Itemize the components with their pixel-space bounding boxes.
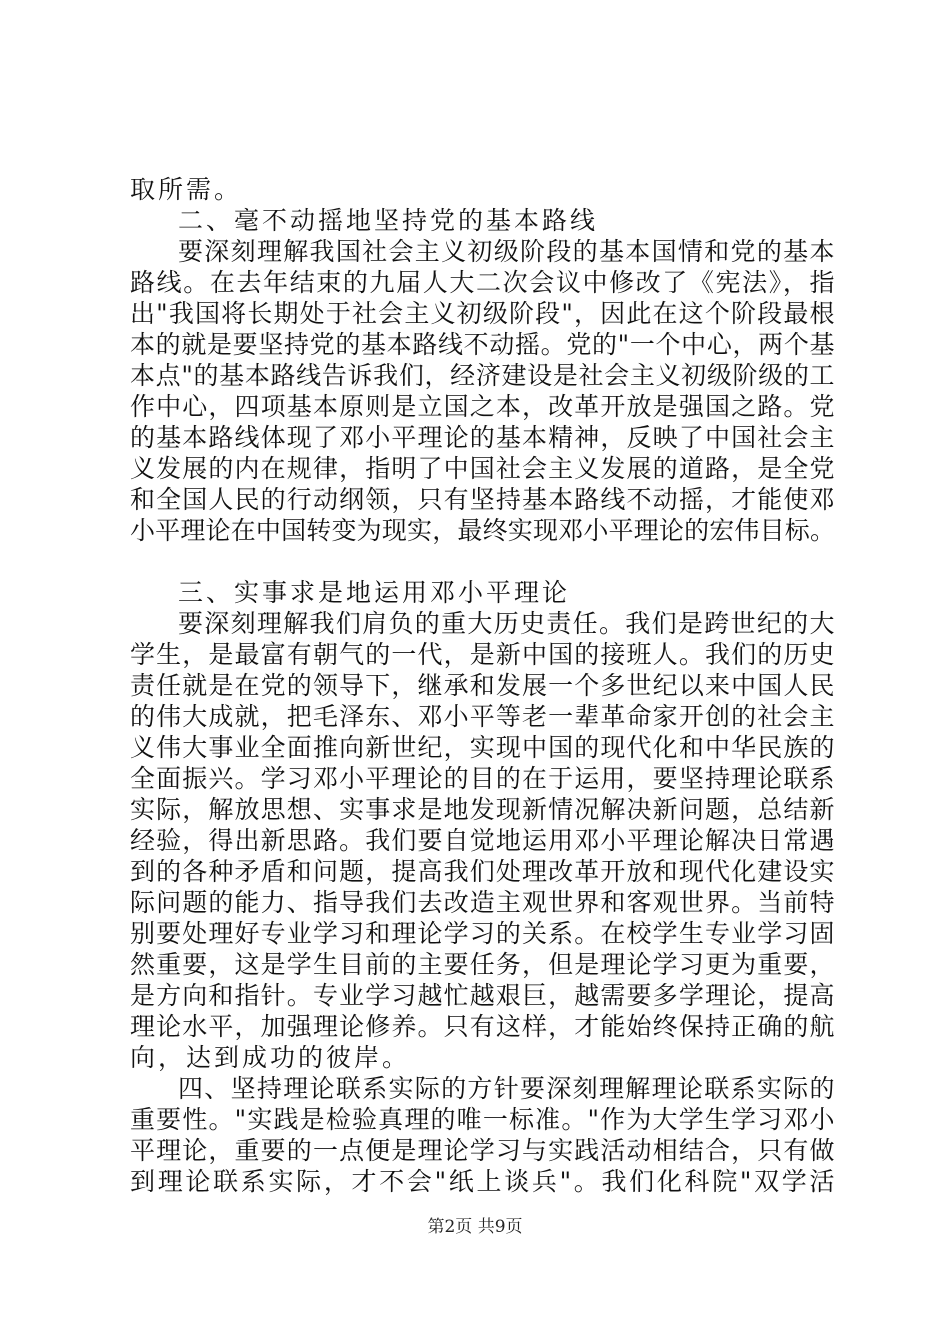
paragraph-line: 本的就是要坚持党的基本路线不动摇。党的"一个中心，两个基 — [130, 330, 835, 359]
paragraph-line: 到的各种矛盾和问题，提高我们处理改革开放和现代化建设实 — [130, 857, 835, 886]
paragraph-line: 的伟大成就，把毛泽东、邓小平等老一辈革命家开创的社会主 — [130, 702, 835, 731]
paragraph-line: 是方向和指针。专业学习越忙越艰巨，越需要多学理论，提高 — [130, 981, 835, 1010]
page-number-footer: 第2页 共9页 — [427, 1217, 523, 1237]
paragraph-line: 义伟大事业全面推向新世纪，实现中国的现代化和中华民族的 — [130, 733, 835, 762]
paragraph-line: 和全国人民的行动纲领，只有坚持基本路线不动摇，才能使邓 — [130, 485, 835, 514]
paragraph-line: 路线。在去年结束的九届人大二次会议中修改了《宪法》，指 — [130, 268, 835, 297]
paragraph-line: 取所需。 — [130, 175, 243, 204]
paragraph-line: 本点"的基本路线告诉我们，经济建设是社会主义初级阶级的工 — [130, 361, 835, 390]
section-heading-4: 四、坚持理论联系实际的方针要深刻理解理论联系实际的 — [178, 1074, 835, 1103]
paragraph-line: 理论水平，加强理论修养。只有这样，才能始终保持正确的航 — [130, 1012, 835, 1041]
paragraph-line: 要深刻理解我国社会主义初级阶段的基本国情和党的基本 — [178, 237, 835, 266]
paragraph-line: 际问题的能力、指导我们去改造主观世界和客观世界。当前特 — [130, 888, 835, 917]
paragraph-line: 重要性。"实践是检验真理的唯一标准。"作为大学生学习邓小 — [130, 1105, 835, 1134]
paragraph-line: 经验，得出新思路。我们要自觉地运用邓小平理论解决日常遇 — [130, 826, 835, 855]
section-heading-3: 三、实事求是地运用邓小平理论 — [178, 578, 571, 607]
paragraph-line: 的基本路线体现了邓小平理论的基本精神，反映了中国社会主 — [130, 423, 835, 452]
section-heading-2: 二、毫不动摇地坚持党的基本路线 — [178, 206, 599, 235]
paragraph-line: 平理论，重要的一点便是理论学习与实践活动相结合，只有做 — [130, 1136, 835, 1165]
paragraph-line: 向，达到成功的彼岸。 — [130, 1043, 411, 1072]
paragraph-line: 别要处理好专业学习和理论学习的关系。在校学生专业学习固 — [130, 919, 835, 948]
paragraph-line: 作中心，四项基本原则是立国之本，改革开放是强国之路。党 — [130, 392, 835, 421]
paragraph-line: 然重要，这是学生目前的主要任务，但是理论学习更为重要， — [130, 950, 835, 979]
paragraph-line: 到理论联系实际，才不会"纸上谈兵"。我们化科院"双学活 — [130, 1167, 835, 1196]
paragraph-line: 义发展的内在规律，指明了中国社会主义发展的道路，是全党 — [130, 454, 835, 483]
paragraph-line: 全面振兴。学习邓小平理论的目的在于运用，要坚持理论联系 — [130, 764, 835, 793]
paragraph-line: 学生，是最富有朝气的一代，是新中国的接班人。我们的历史 — [130, 640, 835, 669]
paragraph-line: 出"我国将长期处于社会主义初级阶段"，因此在这个阶段最根 — [130, 299, 835, 328]
paragraph-line: 小平理论在中国转变为现实，最终实现邓小平理论的宏伟目标。 — [130, 516, 835, 545]
paragraph-line: 要深刻理解我们肩负的重大历史责任。我们是跨世纪的大 — [178, 609, 835, 638]
paragraph-line: 责任就是在党的领导下，继承和发展一个多世纪以来中国人民 — [130, 671, 835, 700]
paragraph-line: 实际，解放思想、实事求是地发现新情况解决新问题，总结新 — [130, 795, 835, 824]
